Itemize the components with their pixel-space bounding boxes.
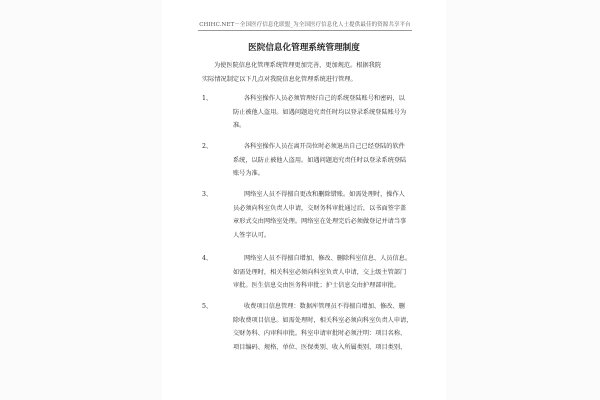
- rule-item-1: [202, 92, 416, 133]
- rule-number: 2、: [202, 143, 213, 150]
- rule-line: 网络室人员不得擅自更改和删除错账。如需处理时，操作人: [244, 191, 405, 198]
- rule-line: 如需处理时，相关科室必须向科室负责人申请，交上级主管部门: [233, 268, 407, 276]
- rule-item-5: [202, 300, 416, 354]
- rule-line: 各科室操作人员在离开岗位时必须退出自己已经登陆的软件: [244, 143, 405, 150]
- rule-line: 各科室操作人员必须管理好自己的系统登陆账号和密码，以: [244, 95, 405, 102]
- rule-line: 网络室人员不得擅自增加、修改、删除科室信息、人员信息。: [244, 255, 412, 262]
- rule-line: 系统，以防止被他人盗用。如遇问题追究责任时以登录系统登陆: [233, 156, 407, 164]
- rule-line: 账号为准。: [233, 170, 264, 178]
- intro-paragraph: [202, 59, 414, 86]
- rule-line: 章形式交由网络室处理。网络室在处理完后必须做登记并请当事: [233, 218, 407, 226]
- rule-line: 准。: [233, 122, 246, 130]
- rule-item-3: [202, 188, 416, 242]
- rule-number: 5、: [202, 303, 213, 310]
- page-header: CHIHC.NET－全国医疗信息化联盟_为全国医疗信息化人士提供最佳的资源共享平台: [199, 22, 411, 28]
- rule-number: 4、: [202, 255, 213, 262]
- rule-line: 审批。医生信息交由医务科审批；护士信息交由护理部审批。: [233, 282, 401, 290]
- rule-line: 交财务科、内审科审批。科室申请审批时必须注明：项目名称、: [233, 330, 407, 338]
- rule-line: 人签字认可。: [233, 231, 271, 239]
- rule-number: 1、: [202, 95, 213, 102]
- rule-line: 收费项目信息管理：数据库管理员不得擅自增加、修改、删: [244, 303, 405, 310]
- rule-number: 3、: [202, 191, 213, 198]
- document-title: 医院信息化管理系统管理制度: [248, 43, 360, 53]
- rule-line: 员必须向科室负责人申请，交财务科审批通过后，以书面签字盖: [233, 204, 407, 212]
- intro-line: 为使医院信息化管理系统管理更加完善，更加规范。根据我院: [214, 62, 382, 69]
- rule-line: 项目编码、规格、单位、医保类别、收入所属类别、项目类别、: [233, 343, 407, 351]
- rule-item-4: [202, 252, 416, 293]
- rule-item-2: [202, 140, 416, 181]
- document-page: [162, 0, 446, 400]
- rule-line: 防止被他人盗用。如遇问题追究责任时均以登录系统登陆账号为: [233, 108, 407, 116]
- intro-line: 实际情况制定以下几点对我院信息化管理系统进行管理。: [202, 75, 357, 83]
- header-divider: [198, 30, 412, 31]
- rule-line: 除收费项目信息。如需处理时，相关科室必须向科室负责人申请，: [233, 316, 413, 324]
